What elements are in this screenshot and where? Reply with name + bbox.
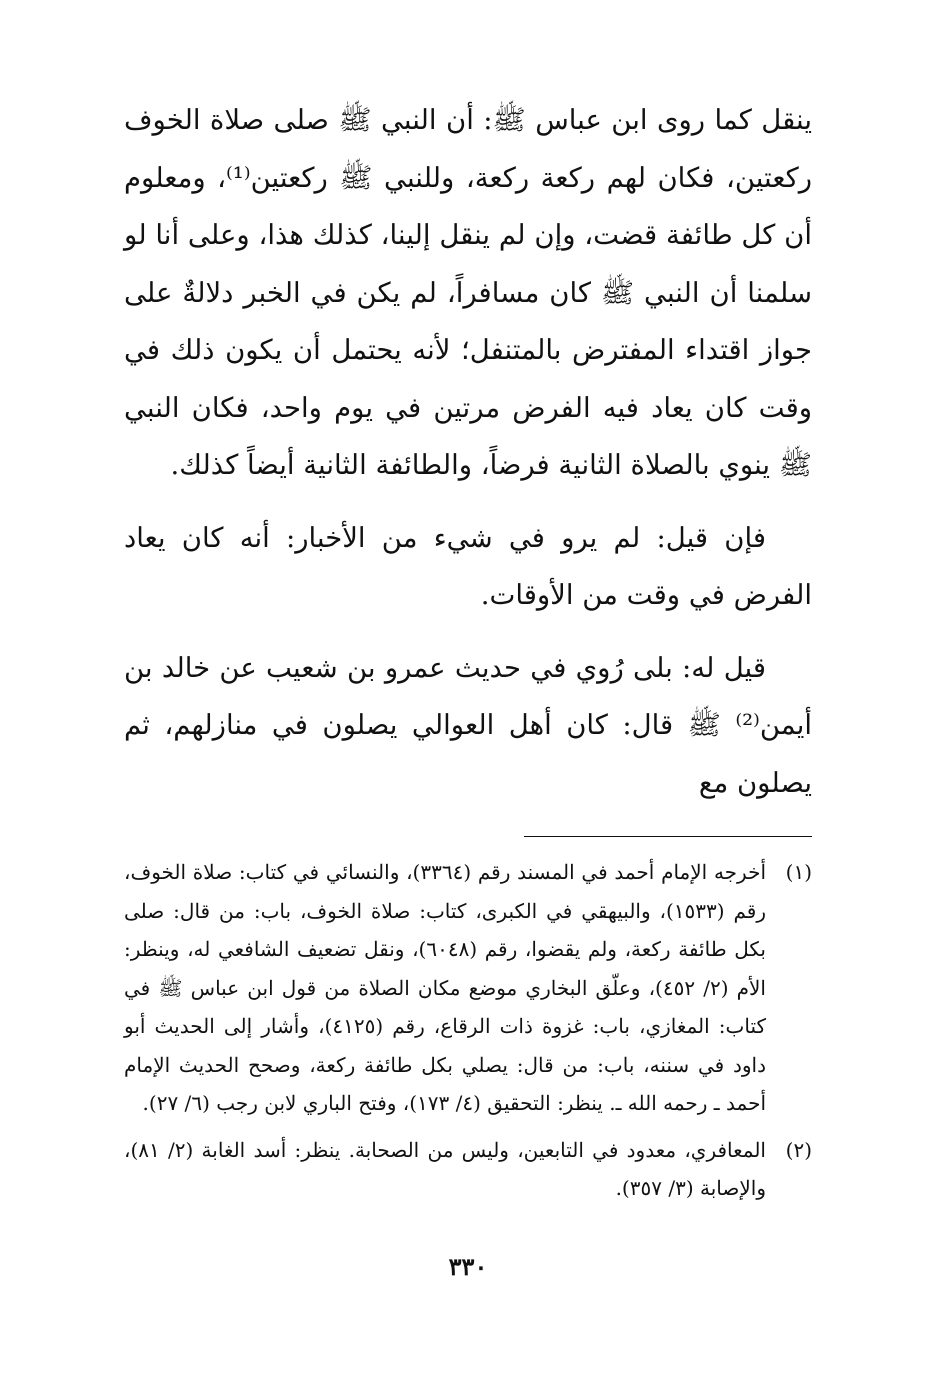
body-paragraph-3: قيل له: بلى رُوي في حديث عمرو بن شعيب عن خالد بن أيمن⁽²⁾ ﷺ قال: كان أهل العوالي يصلون في منازلهم، ثم يصلون مع	[124, 651, 812, 799]
footnote-2-number: (٢)	[785, 1137, 812, 1162]
body-paragraph-1: ينقل كما روى ابن عباس ﷺ: أن النبي ﷺ صلى صلاة الخوف ركعتين، فكان لهم ركعة ركعة، وللنبي ﷺ ركعتين⁽¹⁾، ومعلوم أن كل طائفة قضت، وإن لم ينقل إلينا، كذلك هذا، وعلى أنا لو سلمنا أن النبي ﷺ كان مسافراً، لم يكن في الخبر دلالةٌ على جواز اقتداء المفترض بالمتنفل؛ لأنه يحتمل أن يكون ذلك في وقت كان يعاد فيه الفرض مرتين في يوم واحد، فكان النبي ﷺ ينوي بالصلاة الثانية فرضاً، والطائفة الثانية أيضاً كذلك.	[124, 104, 812, 481]
body-paragraph-2: فإن قيل: لم يرو في شيء من الأخبار: أنه كان يعاد الفرض في وقت من الأوقات.	[124, 521, 812, 611]
footnote-2	[124, 1131, 812, 1208]
footnote-separator	[524, 836, 812, 837]
footnote-2-text: المعافري، معدود في التابعين، وليس من الصحابة. ينظر: أسد الغابة (٢/ ٨١)، والإصابة (٣/ ٣٥٧).	[124, 1137, 766, 1200]
footnote-1	[124, 853, 812, 1123]
footnote-1-number: (١)	[785, 860, 812, 884]
page-number: ٣٣٠	[448, 1252, 488, 1281]
page-content	[124, 92, 812, 1352]
footnote-1-text: أخرجه الإمام أحمد في المسند رقم (٣٣٦٤)، والنسائي في كتاب: صلاة الخوف، رقم (١٥٣٣)، والبيهقي في الكبرى، كتاب: صلاة الخوف، باب: من قال: صلى بكل طائفة ركعة، ولم يقضوا، رقم (٦٠٤٨)، ونقل تضعيف الشافعي له، وينظر: الأم (٢/ ٤٥٢)، وعلّق البخاري موضع مكان الصلاة من قول ابن عباس ﷺ في كتاب: المغازي، باب: غزوة ذات الرقاع، رقم (٤١٢٥)، وأشار إلى الحديث أبو داود في سننه، باب: من قال: يصلي بكل طائفة ركعة، وصحح الحديث الإمام أحمد ـ رحمه الله ـ. ينظر: التحقيق (٤/ ١٧٣)، وفتح الباري لابن رجب (٦/ ٢٧).	[124, 860, 767, 1115]
